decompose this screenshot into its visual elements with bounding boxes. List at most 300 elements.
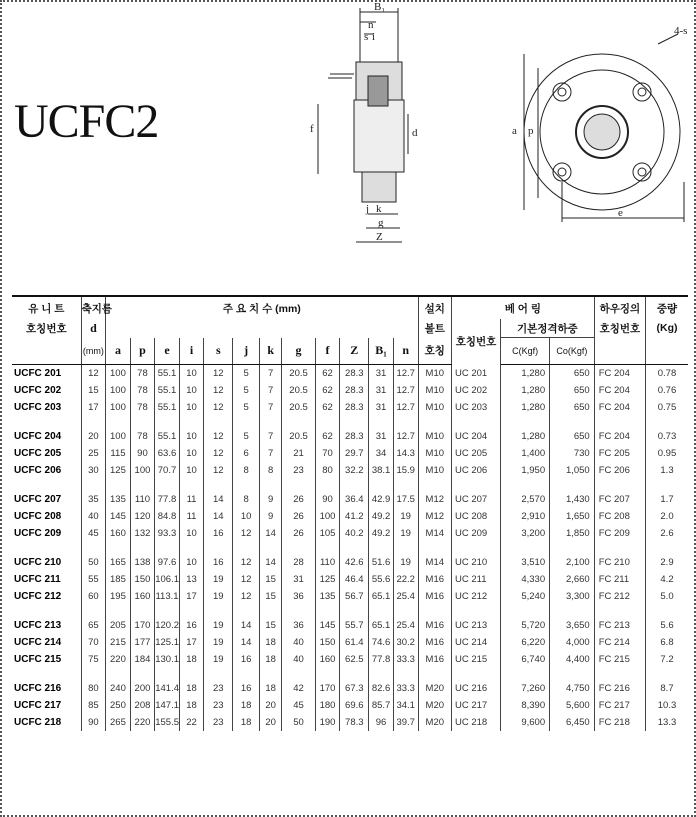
cell-k: 14 <box>260 525 282 542</box>
cell-k: 9 <box>260 491 282 508</box>
cell-unit: UCFC 214 <box>12 634 81 651</box>
cell-f: 62 <box>315 365 340 383</box>
table-row <box>12 680 688 697</box>
cell-unit: UCFC 216 <box>12 680 81 697</box>
table-row <box>12 588 688 605</box>
cell-e: 125.1 <box>155 634 180 651</box>
cell-k: 7 <box>260 445 282 462</box>
cell-kg: 6.8 <box>660 637 674 648</box>
cell-co: 1,050 <box>550 462 595 479</box>
cell-f: 150 <box>315 634 340 651</box>
cell-bolt: M16 <box>418 634 451 651</box>
cell-z: 67.3 <box>340 680 369 697</box>
dim-label-4s: 4-s <box>674 25 688 37</box>
cell-k: 7 <box>260 428 282 445</box>
cell-bolt: M14 <box>418 554 451 571</box>
table-row <box>12 399 688 416</box>
cell-a: 115 <box>106 445 131 462</box>
table-row <box>12 462 688 479</box>
cell-d: 90 <box>81 714 106 731</box>
cell-s: 19 <box>204 571 233 588</box>
cell-c: 2,910 <box>501 508 550 525</box>
cell-z: 55.7 <box>340 617 369 634</box>
cell-d: 45 <box>81 525 106 542</box>
cell-i: 17 <box>179 588 204 605</box>
cell-co: 4,400 <box>550 651 595 668</box>
cell-z: 32.2 <box>340 462 369 479</box>
cell-co: 3,650 <box>550 617 595 634</box>
cell-d: 75 <box>81 651 106 668</box>
cell-bearing: UC 204 <box>452 428 501 445</box>
table-row <box>12 554 688 571</box>
cell-z: 62.5 <box>340 651 369 668</box>
cell-n: 33.3 <box>393 680 418 697</box>
cell-d: 70 <box>81 634 106 651</box>
cell-a: 145 <box>106 508 131 525</box>
cell-k: 15 <box>260 588 282 605</box>
cell-kg: 5.0 <box>660 591 674 602</box>
header-rating: 기본정격하중 <box>501 319 595 338</box>
cell-c: 9,600 <box>501 714 550 731</box>
cell-housing: FC 217 <box>594 697 645 714</box>
cell-housing: FC 204 <box>594 428 645 445</box>
cell-c: 1,280 <box>501 399 550 416</box>
cell-f: 62 <box>315 428 340 445</box>
cell-j: 8 <box>233 491 260 508</box>
cell-k: 8 <box>260 462 282 479</box>
cell-bolt: M10 <box>418 382 451 399</box>
spec-table <box>12 295 688 731</box>
cell-c: 7,260 <box>501 680 550 697</box>
cell-e: 113.1 <box>155 588 180 605</box>
cell-j: 16 <box>233 651 260 668</box>
cell-a: 135 <box>106 491 131 508</box>
col-s: s <box>204 338 233 365</box>
col-e: e <box>155 338 180 365</box>
cell-z: 61.4 <box>340 634 369 651</box>
header-dims: 주 요 치 수 (mm) <box>106 296 418 319</box>
cell-b: 82.6 <box>369 680 394 697</box>
cell-kg: 1.7 <box>660 494 674 505</box>
cell-b: 65.1 <box>369 617 394 634</box>
cell-bolt: M20 <box>418 680 451 697</box>
cell-unit: UCFC 212 <box>12 588 81 605</box>
cell-d: 20 <box>81 428 106 445</box>
cell-bolt: M12 <box>418 491 451 508</box>
cell-housing: FC 213 <box>594 617 645 634</box>
cell-s: 12 <box>204 462 233 479</box>
cell-p: 90 <box>130 445 155 462</box>
cell-housing: FC 208 <box>594 508 645 525</box>
col-a: a <box>106 338 131 365</box>
cell-i: 16 <box>179 617 204 634</box>
cell-unit: UCFC 215 <box>12 651 81 668</box>
cell-i: 17 <box>179 634 204 651</box>
cell-e: 55.1 <box>155 365 180 383</box>
cell-f: 62 <box>315 382 340 399</box>
cell-bearing: UC 207 <box>452 491 501 508</box>
cell-k: 20 <box>260 697 282 714</box>
cell-kg: 0.95 <box>657 448 677 459</box>
header-bearing-no: 호칭번호 <box>452 319 501 365</box>
cell-kg: 4.2 <box>660 574 674 585</box>
table-body <box>12 365 688 732</box>
cell-unit: UCFC 201 <box>12 365 81 383</box>
cell-z: 46.4 <box>340 571 369 588</box>
cell-p: 220 <box>130 714 155 731</box>
cell-g: 21 <box>282 445 315 462</box>
cell-c: 3,200 <box>501 525 550 542</box>
cell-s: 23 <box>204 680 233 697</box>
cell-i: 11 <box>179 508 204 525</box>
cell-s: 12 <box>204 399 233 416</box>
table-row <box>12 697 688 714</box>
cell-e: 120.2 <box>155 617 180 634</box>
cell-a: 205 <box>106 617 131 634</box>
cell-k: 9 <box>260 508 282 525</box>
cell-p: 170 <box>130 617 155 634</box>
cell-n: 14.3 <box>393 445 418 462</box>
cell-n: 12.7 <box>393 382 418 399</box>
header-unit: 유 니 트 <box>12 296 81 319</box>
cell-s: 19 <box>204 588 233 605</box>
cell-bearing: UC 214 <box>452 634 501 651</box>
cell-g: 20.5 <box>282 382 315 399</box>
cell-bearing: UC 206 <box>452 462 501 479</box>
cell-kg: 0.73 <box>657 431 677 442</box>
cell-e: 55.1 <box>155 399 180 416</box>
cell-co: 650 <box>550 365 595 383</box>
cell-s: 19 <box>204 651 233 668</box>
cell-j: 5 <box>233 428 260 445</box>
cell-bearing: UC 209 <box>452 525 501 542</box>
cell-j: 18 <box>233 697 260 714</box>
cell-i: 18 <box>179 697 204 714</box>
cell-c: 5,240 <box>501 588 550 605</box>
cell-bearing: UC 210 <box>452 554 501 571</box>
cell-k: 7 <box>260 382 282 399</box>
dim-label-i: i <box>372 31 376 43</box>
cell-c: 1,280 <box>501 365 550 383</box>
cell-g: 23 <box>282 462 315 479</box>
cell-s: 19 <box>204 634 233 651</box>
cell-s: 16 <box>204 554 233 571</box>
cell-unit: UCFC 209 <box>12 525 81 542</box>
cell-s: 16 <box>204 525 233 542</box>
dim-label-g: g <box>378 217 384 229</box>
cell-i: 11 <box>179 491 204 508</box>
cell-i: 10 <box>179 554 204 571</box>
dim-label-p: p <box>528 125 534 137</box>
cell-co: 2,100 <box>550 554 595 571</box>
cell-a: 100 <box>106 365 131 383</box>
cell-bolt: M16 <box>418 651 451 668</box>
cell-d: 60 <box>81 588 106 605</box>
cell-housing: FC 211 <box>594 571 645 588</box>
cell-n: 15.9 <box>393 462 418 479</box>
cell-j: 5 <box>233 382 260 399</box>
cell-bolt: M16 <box>418 588 451 605</box>
cell-a: 100 <box>106 382 131 399</box>
cell-e: 55.1 <box>155 428 180 445</box>
cell-f: 160 <box>315 651 340 668</box>
header-co: Co(Kgf) <box>550 338 595 365</box>
cell-unit: UCFC 203 <box>12 399 81 416</box>
cell-e: 70.7 <box>155 462 180 479</box>
cell-z: 56.7 <box>340 588 369 605</box>
cell-housing: FC 212 <box>594 588 645 605</box>
cell-bearing: UC 203 <box>452 399 501 416</box>
cell-c: 6,220 <box>501 634 550 651</box>
cell-z: 28.3 <box>340 365 369 383</box>
cell-housing: FC 204 <box>594 365 645 383</box>
cell-i: 10 <box>179 462 204 479</box>
cell-k: 14 <box>260 554 282 571</box>
cell-f: 190 <box>315 714 340 731</box>
cell-p: 208 <box>130 697 155 714</box>
cell-a: 195 <box>106 588 131 605</box>
cell-e: 97.6 <box>155 554 180 571</box>
cell-c: 1,280 <box>501 428 550 445</box>
cell-bolt: M10 <box>418 462 451 479</box>
cell-z: 36.4 <box>340 491 369 508</box>
table-row <box>12 508 688 525</box>
cell-n: 19 <box>393 554 418 571</box>
cell-c: 2,570 <box>501 491 550 508</box>
cell-kg: 13.3 <box>657 717 677 728</box>
cell-i: 10 <box>179 399 204 416</box>
col-g: g <box>282 338 315 365</box>
cell-co: 4,750 <box>550 680 595 697</box>
cell-e: 130.1 <box>155 651 180 668</box>
cell-bolt: M12 <box>418 508 451 525</box>
dim-label-z: Z <box>376 231 383 243</box>
dim-label-b1: B₁ <box>374 1 386 13</box>
cell-a: 100 <box>106 428 131 445</box>
cell-b: 77.8 <box>369 651 394 668</box>
cell-d: 15 <box>81 382 106 399</box>
table-row <box>12 651 688 668</box>
cell-bolt: M16 <box>418 617 451 634</box>
cell-co: 650 <box>550 399 595 416</box>
col-z: Z <box>340 338 369 365</box>
cell-bolt: M10 <box>418 428 451 445</box>
header-c: C(Kgf) <box>501 338 550 365</box>
cell-unit: UCFC 218 <box>12 714 81 731</box>
header-bolt3: 호칭 <box>418 338 451 365</box>
cell-p: 184 <box>130 651 155 668</box>
cell-z: 40.2 <box>340 525 369 542</box>
col-b1: B₁ <box>369 338 394 365</box>
cell-f: 135 <box>315 588 340 605</box>
cell-a: 250 <box>106 697 131 714</box>
cell-z: 41.2 <box>340 508 369 525</box>
cell-b: 74.6 <box>369 634 394 651</box>
cell-g: 40 <box>282 651 315 668</box>
cell-kg: 10.3 <box>657 700 677 711</box>
cell-i: 10 <box>179 445 204 462</box>
cell-j: 6 <box>233 445 260 462</box>
cell-bearing: UC 216 <box>452 680 501 697</box>
cell-j: 10 <box>233 508 260 525</box>
cell-unit: UCFC 205 <box>12 445 81 462</box>
cell-d: 17 <box>81 399 106 416</box>
group-spacer <box>12 605 688 617</box>
cell-p: 110 <box>130 491 155 508</box>
cell-z: 28.3 <box>340 428 369 445</box>
cell-j: 12 <box>233 588 260 605</box>
cell-z: 28.3 <box>340 399 369 416</box>
cell-kg: 5.6 <box>660 620 674 631</box>
cell-co: 5,600 <box>550 697 595 714</box>
cell-j: 12 <box>233 554 260 571</box>
cell-k: 20 <box>260 714 282 731</box>
cell-z: 78.3 <box>340 714 369 731</box>
cell-n: 25.4 <box>393 588 418 605</box>
cell-d: 85 <box>81 697 106 714</box>
cell-b: 31 <box>369 382 394 399</box>
cell-c: 8,390 <box>501 697 550 714</box>
cell-bearing: UC 202 <box>452 382 501 399</box>
cell-a: 185 <box>106 571 131 588</box>
cell-j: 18 <box>233 714 260 731</box>
cell-g: 28 <box>282 554 315 571</box>
cell-housing: FC 204 <box>594 399 645 416</box>
cell-n: 30.2 <box>393 634 418 651</box>
cell-e: 77.8 <box>155 491 180 508</box>
cell-bearing: UC 211 <box>452 571 501 588</box>
cell-c: 6,740 <box>501 651 550 668</box>
group-spacer <box>12 479 688 491</box>
cell-k: 18 <box>260 651 282 668</box>
cell-n: 33.3 <box>393 651 418 668</box>
cell-f: 110 <box>315 554 340 571</box>
header-bearing: 베 어 링 <box>452 296 595 319</box>
header-unit-sub: 호칭번호 <box>12 319 81 338</box>
cell-co: 650 <box>550 428 595 445</box>
cell-unit: UCFC 202 <box>12 382 81 399</box>
cell-kg: 8.7 <box>660 683 674 694</box>
cell-f: 62 <box>315 399 340 416</box>
cell-kg: 2.9 <box>660 557 674 568</box>
cell-i: 13 <box>179 571 204 588</box>
cell-i: 10 <box>179 428 204 445</box>
cell-d: 80 <box>81 680 106 697</box>
cell-bolt: M10 <box>418 445 451 462</box>
cell-a: 215 <box>106 634 131 651</box>
dim-label-k: k <box>376 203 382 215</box>
cell-b: 31 <box>369 365 394 383</box>
col-j: j <box>233 338 260 365</box>
cell-g: 42 <box>282 680 315 697</box>
cell-b: 31 <box>369 399 394 416</box>
cell-g: 40 <box>282 634 315 651</box>
cell-a: 160 <box>106 525 131 542</box>
cell-bearing: UC 205 <box>452 445 501 462</box>
cell-k: 7 <box>260 365 282 383</box>
cell-s: 23 <box>204 714 233 731</box>
dim-label-s: s <box>364 31 369 43</box>
cell-k: 15 <box>260 617 282 634</box>
cell-f: 170 <box>315 680 340 697</box>
cell-p: 78 <box>130 382 155 399</box>
cell-j: 14 <box>233 617 260 634</box>
cell-g: 20.5 <box>282 428 315 445</box>
cell-z: 28.3 <box>340 382 369 399</box>
cell-s: 19 <box>204 617 233 634</box>
cell-d: 35 <box>81 491 106 508</box>
cell-f: 70 <box>315 445 340 462</box>
cell-d: 30 <box>81 462 106 479</box>
cell-p: 150 <box>130 571 155 588</box>
cell-bearing: UC 215 <box>452 651 501 668</box>
cell-p: 120 <box>130 508 155 525</box>
cell-p: 132 <box>130 525 155 542</box>
side-view-diagram <box>308 1 438 254</box>
cell-kg: 2.6 <box>660 528 674 539</box>
col-i: i <box>179 338 204 365</box>
cell-n: 34.1 <box>393 697 418 714</box>
cell-f: 145 <box>315 617 340 634</box>
header-shaft-mm: (mm) <box>81 338 106 365</box>
cell-a: 265 <box>106 714 131 731</box>
cell-co: 3,300 <box>550 588 595 605</box>
cell-b: 55.6 <box>369 571 394 588</box>
cell-p: 78 <box>130 365 155 383</box>
cell-b: 34 <box>369 445 394 462</box>
cell-c: 3,510 <box>501 554 550 571</box>
cell-i: 10 <box>179 382 204 399</box>
dim-label-n: n <box>368 19 374 31</box>
cell-i: 10 <box>179 365 204 383</box>
cell-bearing: UC 213 <box>452 617 501 634</box>
cell-c: 5,720 <box>501 617 550 634</box>
cell-g: 20.5 <box>282 399 315 416</box>
cell-unit: UCFC 208 <box>12 508 81 525</box>
cell-g: 45 <box>282 697 315 714</box>
cell-kg: 0.78 <box>657 368 677 379</box>
cell-f: 180 <box>315 697 340 714</box>
cell-n: 19 <box>393 525 418 542</box>
cell-a: 240 <box>106 680 131 697</box>
cell-c: 1,950 <box>501 462 550 479</box>
cell-j: 12 <box>233 525 260 542</box>
cell-f: 125 <box>315 571 340 588</box>
cell-housing: FC 210 <box>594 554 645 571</box>
cell-p: 100 <box>130 462 155 479</box>
cell-housing: FC 214 <box>594 634 645 651</box>
cell-unit: UCFC 210 <box>12 554 81 571</box>
cell-bolt: M20 <box>418 697 451 714</box>
cell-unit: UCFC 207 <box>12 491 81 508</box>
cell-b: 85.7 <box>369 697 394 714</box>
cell-b: 42.9 <box>369 491 394 508</box>
cell-e: 93.3 <box>155 525 180 542</box>
cell-bolt: M14 <box>418 525 451 542</box>
cell-e: 141.4 <box>155 680 180 697</box>
cell-housing: FC 216 <box>594 680 645 697</box>
cell-j: 5 <box>233 399 260 416</box>
cell-housing: FC 209 <box>594 525 645 542</box>
cell-n: 12.7 <box>393 428 418 445</box>
cell-p: 160 <box>130 588 155 605</box>
cell-d: 55 <box>81 571 106 588</box>
cell-i: 10 <box>179 525 204 542</box>
cell-bolt: M20 <box>418 714 451 731</box>
cell-housing: FC 205 <box>594 445 645 462</box>
header-shaft: 축지름 <box>81 296 106 319</box>
group-spacer <box>12 668 688 680</box>
